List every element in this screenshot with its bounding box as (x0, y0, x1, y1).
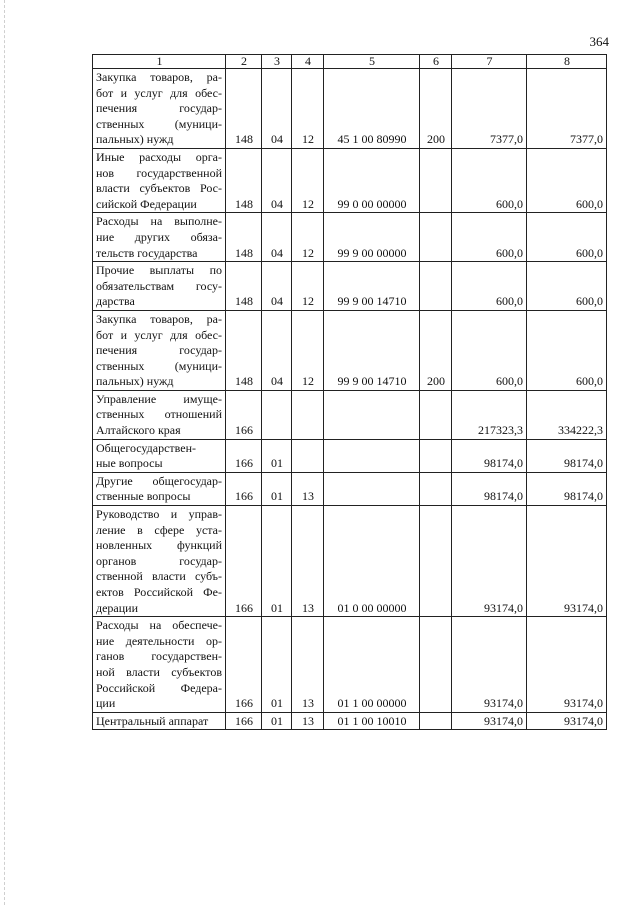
row-name-line: ственные вопросы (96, 489, 191, 504)
header-cell-1: 1 (93, 55, 226, 69)
budget-table (92, 54, 607, 730)
cell-amount-col8: 600,0 (527, 310, 607, 390)
row-name-line: пальных) нужд (96, 374, 174, 389)
row-name-line: ление в сфере уста- (96, 522, 222, 537)
row-name-line: пальных) нужд (96, 132, 174, 147)
cell-subsection: 12 (292, 213, 324, 262)
cell-amount-col7: 93174,0 (452, 617, 527, 713)
row-name-line: Закупка товаров, ра- (96, 70, 222, 84)
row-name-line: Алтайского края (96, 423, 181, 438)
row-name-cell (93, 472, 226, 505)
cell-section: 04 (262, 148, 292, 212)
cell-expense-type: 200 (420, 69, 452, 149)
cell-subsection: 13 (292, 712, 324, 730)
row-name-line: Управление имуще- (96, 391, 222, 406)
table-row (93, 439, 607, 472)
row-name-cell (93, 148, 226, 212)
cell-section (262, 390, 292, 439)
row-name-cell (93, 712, 226, 730)
row-name-line: ственных (муници- (96, 116, 222, 131)
row-name-line: Расходы на выполне- (96, 214, 222, 229)
row-name-cell (93, 617, 226, 713)
row-name-line: тельств государства (96, 245, 198, 260)
header-row (93, 55, 607, 69)
cell-amount-col8: 7377,0 (527, 69, 607, 149)
row-name-line: бот и услуг для обес- (96, 327, 222, 342)
cell-amount-col8: 98174,0 (527, 472, 607, 505)
row-name-line: Российской Федера- (96, 680, 222, 695)
row-name-line: Закупка товаров, ра- (96, 311, 222, 326)
cell-expense-type (420, 617, 452, 713)
cell-expense-type (420, 506, 452, 617)
cell-target-article (324, 439, 420, 472)
cell-amount-col7: 600,0 (452, 148, 527, 212)
row-name-line: бот и услуг для обес- (96, 85, 222, 100)
row-name-line: Иные расходы орга- (96, 149, 222, 164)
cell-subsection: 13 (292, 617, 324, 713)
cell-section: 01 (262, 439, 292, 472)
header-cell-5: 5 (324, 55, 420, 69)
cell-section: 01 (262, 617, 292, 713)
row-name-cell (93, 69, 226, 149)
cell-expense-type (420, 439, 452, 472)
table-row (93, 310, 607, 390)
table-row (93, 262, 607, 311)
cell-subsection: 12 (292, 310, 324, 390)
cell-target-article: 99 0 00 00000 (324, 148, 420, 212)
row-name-line: Руководство и управ- (96, 507, 222, 522)
row-name-line: Расходы на обеспече- (96, 618, 222, 633)
row-name-line: ектов Российской Фе- (96, 585, 222, 599)
table-row (93, 472, 607, 505)
cell-code-admin: 148 (226, 262, 262, 311)
cell-code-admin: 148 (226, 148, 262, 212)
cell-section: 01 (262, 506, 292, 617)
cell-subsection: 13 (292, 506, 324, 617)
cell-section: 04 (262, 213, 292, 262)
table-row (93, 506, 607, 617)
cell-target-article (324, 472, 420, 505)
row-name-cell (93, 506, 226, 617)
table-row (93, 148, 607, 212)
row-name-line: ственной власти субъ- (96, 569, 222, 584)
cell-amount-col8: 98174,0 (527, 439, 607, 472)
cell-code-admin: 166 (226, 472, 262, 505)
cell-subsection (292, 439, 324, 472)
cell-subsection: 12 (292, 148, 324, 212)
cell-target-article: 99 9 00 14710 (324, 262, 420, 311)
cell-expense-type (420, 472, 452, 505)
cell-code-admin: 148 (226, 69, 262, 149)
scan-edge-line (4, 0, 5, 905)
row-name-cell (93, 262, 226, 311)
cell-section: 01 (262, 472, 292, 505)
row-name-cell (93, 310, 226, 390)
row-name-line: печения государ- (96, 101, 222, 116)
row-name-line: ственных (муници- (96, 358, 222, 373)
cell-target-article: 01 0 00 00000 (324, 506, 420, 617)
cell-amount-col7: 93174,0 (452, 506, 527, 617)
cell-expense-type (420, 712, 452, 730)
header-cell-3: 3 (262, 55, 292, 69)
cell-subsection: 12 (292, 262, 324, 311)
row-name-line: ние других обяза- (96, 229, 222, 244)
cell-expense-type (420, 390, 452, 439)
cell-target-article: 01 1 00 00000 (324, 617, 420, 713)
row-name-line: сийской Федерации (96, 196, 197, 211)
cell-code-admin: 166 (226, 617, 262, 713)
cell-code-admin: 166 (226, 506, 262, 617)
cell-target-article (324, 390, 420, 439)
cell-amount-col8: 600,0 (527, 262, 607, 311)
row-name-line: Другие общегосудар- (96, 473, 222, 488)
cell-code-admin: 148 (226, 310, 262, 390)
row-name-line: ние деятельности ор- (96, 633, 222, 648)
header-cell-2: 2 (226, 55, 262, 69)
cell-subsection: 12 (292, 69, 324, 149)
row-name-line: ной власти субъектов (96, 664, 222, 679)
row-name-line: новленных функций (96, 538, 222, 553)
row-name-line: ственных отношений (96, 407, 222, 422)
row-name-line: Центральный аппарат (96, 713, 209, 728)
header-cell-4: 4 (292, 55, 324, 69)
header-cell-7: 7 (452, 55, 527, 69)
row-name-line: органов государ- (96, 553, 222, 568)
row-name-line: Прочие выплаты по (96, 263, 222, 278)
cell-amount-col8: 93174,0 (527, 712, 607, 730)
row-name-line: Общегосударствен- (96, 440, 197, 455)
row-name-line: дерации (96, 600, 139, 615)
cell-section: 04 (262, 69, 292, 149)
cell-code-admin: 166 (226, 712, 262, 730)
cell-amount-col8: 93174,0 (527, 617, 607, 713)
cell-section: 04 (262, 310, 292, 390)
cell-code-admin: 166 (226, 390, 262, 439)
cell-expense-type (420, 148, 452, 212)
cell-amount-col8: 600,0 (527, 148, 607, 212)
cell-target-article: 45 1 00 80990 (324, 69, 420, 149)
cell-subsection (292, 390, 324, 439)
row-name-line: ганов государствен- (96, 649, 222, 664)
cell-amount-col8: 334222,3 (527, 390, 607, 439)
table-row (93, 390, 607, 439)
cell-subsection: 13 (292, 472, 324, 505)
row-name-line: нов государственной (96, 165, 222, 180)
cell-expense-type (420, 213, 452, 262)
row-name-line: ции (96, 696, 116, 711)
cell-amount-col7: 7377,0 (452, 69, 527, 149)
cell-amount-col7: 98174,0 (452, 472, 527, 505)
cell-amount-col7: 600,0 (452, 310, 527, 390)
cell-amount-col7: 600,0 (452, 213, 527, 262)
cell-expense-type (420, 262, 452, 311)
cell-amount-col7: 217323,3 (452, 390, 527, 439)
cell-target-article: 99 9 00 14710 (324, 310, 420, 390)
cell-target-article: 01 1 00 10010 (324, 712, 420, 730)
header-cell-8: 8 (527, 55, 607, 69)
table-row (93, 712, 607, 730)
row-name-line: обязательствам госу- (96, 278, 222, 293)
cell-amount-col8: 600,0 (527, 213, 607, 262)
header-cell-6: 6 (420, 55, 452, 69)
cell-amount-col7: 600,0 (452, 262, 527, 311)
cell-code-admin: 148 (226, 213, 262, 262)
cell-amount-col7: 93174,0 (452, 712, 527, 730)
table-row (93, 69, 607, 149)
cell-amount-col7: 98174,0 (452, 439, 527, 472)
row-name-line: печения государ- (96, 343, 222, 358)
row-name-line: власти субъектов Рос- (96, 181, 222, 196)
row-name-line: дарства (96, 294, 135, 309)
table-row (93, 617, 607, 713)
page-number: 364 (589, 34, 609, 49)
cell-expense-type: 200 (420, 310, 452, 390)
row-name-cell (93, 390, 226, 439)
cell-section: 01 (262, 712, 292, 730)
cell-amount-col8: 93174,0 (527, 506, 607, 617)
cell-section: 04 (262, 262, 292, 311)
cell-target-article: 99 9 00 00000 (324, 213, 420, 262)
row-name-line: ные вопросы (96, 456, 163, 471)
table-row (93, 213, 607, 262)
table-body (93, 55, 607, 730)
row-name-cell (93, 213, 226, 262)
cell-code-admin: 166 (226, 439, 262, 472)
row-name-cell (93, 439, 226, 472)
